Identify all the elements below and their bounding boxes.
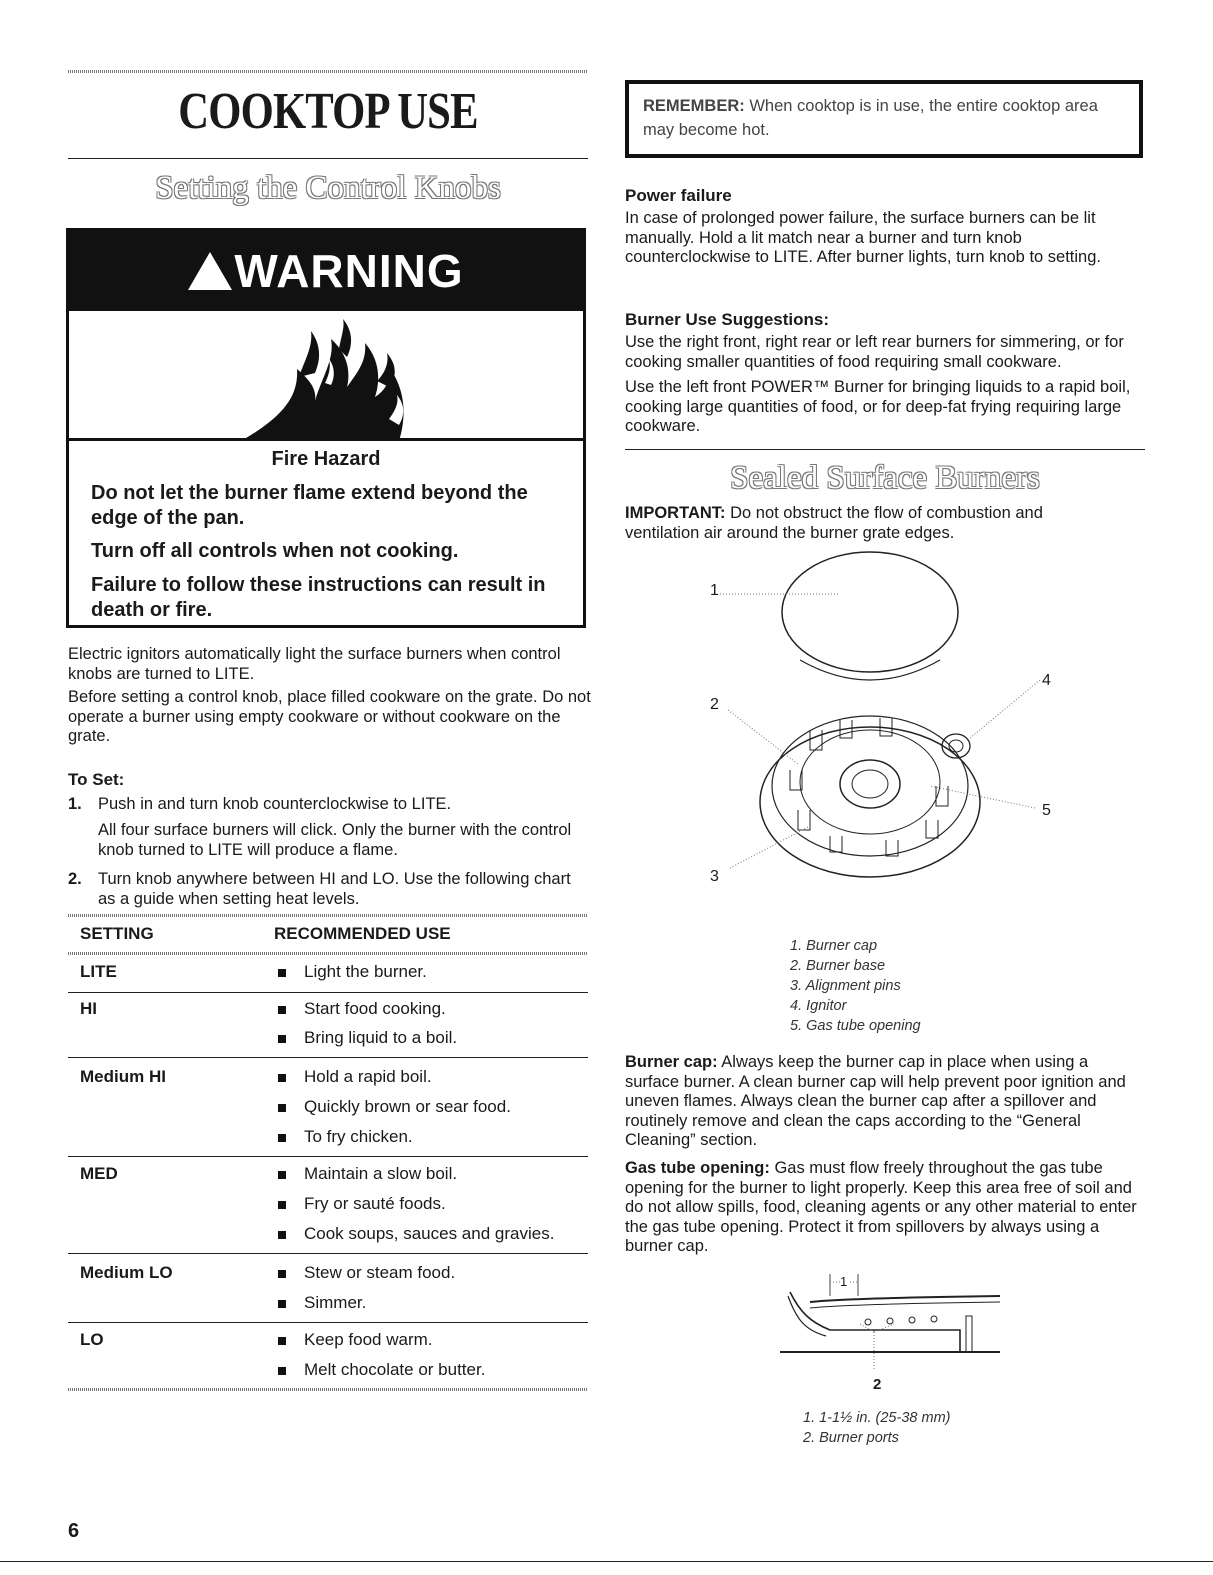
table-bottom-rule: [68, 1388, 588, 1391]
bullet-icon: [278, 1035, 286, 1043]
bullet-icon: [278, 1201, 286, 1209]
row-setting: Medium LO: [80, 1263, 173, 1282]
table-header: [68, 924, 588, 948]
row-setting: HI: [80, 999, 97, 1018]
row-setting: MED: [80, 1164, 118, 1183]
warning-line-3: Failure to follow these instructions can result in death or fire.: [91, 574, 546, 621]
burner-caption-list: [790, 936, 921, 1036]
intro-paragraph-1: Electric ignitors automatically light the surface burners when control knobs are turned to LITE.: [68, 645, 561, 683]
bullet-icon: [278, 1337, 286, 1345]
top-rule-left: [68, 70, 588, 73]
caption-item: 3. Alignment pins: [790, 978, 901, 994]
gas-tube-text: Gas must flow freely throughout the gas tube opening for the burner to light properly. Keep this area free of soil and do not allow spills, food, cleaning agents or any other material to enter the gas tube opening. Protect it from spillovers by always using a burner cap.: [625, 1159, 1137, 1255]
fire-icon: [239, 319, 419, 443]
row-divider: [68, 1253, 588, 1254]
power-failure-heading: Power failure: [625, 186, 732, 205]
power-failure-text: In case of prolonged power failure, the surface burners can be lit manually. Hold a lit match near a burner and turn knob counterclockwise to LITE. After burner lights, turn knob to setting.: [625, 209, 1101, 266]
burner-suggestions-p2: Use the left front POWER™ Burner for bringing liquids to a rapid boil, cooking large quantities of food, or for deep-fat frying requiring large cookware.: [625, 378, 1131, 435]
row-use: Maintain a slow boil.: [304, 1164, 458, 1183]
gas-tube-label: Gas tube opening:: [625, 1159, 770, 1177]
bullet-icon: [278, 1171, 286, 1179]
bullet-icon: [278, 1300, 286, 1308]
burner-cap-text: Always keep the burner cap in place when using a surface burner. A clean burner cap will help prevent poor ignition and uneven flames. Always clean the burner cap after a spillover and routinely remove and clean the caps according to the “General Cleaning” section.: [625, 1053, 1126, 1149]
burner-suggestions-p1: Use the right front, right rear or left rear burners for simmering, or for cooking smaller quantities of food requiring small cookware.: [625, 333, 1124, 371]
step-1-note: All four surface burners will click. Only the burner with the control knob turned to LITE will produce a flame.: [98, 821, 572, 859]
header-setting: SETTING: [80, 924, 154, 943]
row-use: To fry chicken.: [304, 1127, 413, 1146]
callout-4: 4: [1042, 672, 1051, 689]
bullet-icon: [278, 969, 286, 977]
caption-item: 1. 1-1½ in. (25-38 mm): [803, 1410, 951, 1426]
callout-5: 5: [1042, 802, 1051, 819]
ports-caption-list: [803, 1408, 950, 1448]
fire-hazard-label: Fire Hazard: [271, 448, 381, 470]
remember-box: [625, 80, 1143, 158]
row-use: Melt chocolate or butter.: [304, 1360, 486, 1379]
title-underline: [68, 158, 588, 159]
bullet-icon: [278, 1134, 286, 1142]
row-use: Light the burner.: [304, 962, 427, 981]
burner-ports-diagram: [770, 1272, 1010, 1402]
caption-item: 2. Burner ports: [803, 1430, 899, 1446]
page-title: COOKTOP USE: [178, 83, 478, 140]
remember-label: REMEMBER:: [643, 97, 745, 115]
callout-1: 1: [710, 582, 719, 599]
burner-diagram: [680, 550, 1080, 890]
row-setting: LO: [80, 1330, 104, 1349]
row-use: Keep food warm.: [304, 1330, 433, 1349]
burner-cap-paragraph: [625, 1053, 1145, 1151]
caption-item: 5. Gas tube opening: [790, 1018, 921, 1034]
row-use: Fry or sauté foods.: [304, 1194, 446, 1213]
bullet-icon: [278, 1367, 286, 1375]
row-setting: LITE: [80, 962, 117, 981]
row-use: Cook soups, sauces and gravies.: [304, 1224, 555, 1243]
ports-callout-2: 2: [873, 1376, 882, 1393]
warning-header: WARNING: [69, 231, 583, 311]
step-2-text: Turn knob anywhere between HI and LO. Use the following chart as a guide when setting heat levels.: [98, 870, 571, 908]
important-note: [625, 504, 1105, 543]
bullet-icon: [278, 1270, 286, 1278]
bullet-icon: [278, 1006, 286, 1014]
page-number: 6: [68, 1520, 80, 1542]
row-use: Stew or steam food.: [304, 1263, 456, 1282]
callout-2: 2: [710, 696, 719, 713]
caption-item: 2. Burner base: [790, 958, 886, 974]
section-divider-right: [625, 449, 1145, 450]
step-2-number: 2.: [68, 870, 82, 888]
bullet-icon: [278, 1104, 286, 1112]
warning-line-2: Turn off all controls when not cooking.: [91, 540, 459, 562]
section-title-sealed-burners: Sealed Surface Burners: [730, 460, 1040, 496]
important-text: Do not obstruct the flow of combustion and ventilation air around the burner grate edges.: [625, 504, 1043, 542]
section-title-control-knobs: Setting the Control Knobs: [155, 170, 501, 206]
gas-tube-paragraph: [625, 1159, 1145, 1257]
row-divider: [68, 1156, 588, 1157]
table-top-rule: [68, 914, 588, 917]
intro-paragraph-2: Before setting a control knob, place filled cookware on the grate. Do not operate a burner using empty cookware or without cookware on the grate.: [68, 688, 591, 745]
warning-divider: [69, 438, 583, 441]
step-1-number: 1.: [68, 795, 82, 813]
row-divider: [68, 992, 588, 993]
row-use: Quickly brown or sear food.: [304, 1097, 511, 1116]
caption-item: 4. Ignitor: [790, 998, 847, 1014]
row-use: Simmer.: [304, 1293, 367, 1312]
caption-item: 1. Burner cap: [790, 938, 878, 954]
row-use: Bring liquid to a boil.: [304, 1028, 458, 1047]
remember-text: When cooktop is in use, the entire cooktop area may become hot.: [643, 97, 1098, 139]
warning-line-1: Do not let the burner flame extend beyond the edge of the pan.: [91, 482, 528, 529]
row-divider: [68, 1322, 588, 1323]
ports-callout-1: 1: [840, 1274, 848, 1289]
warning-box: [66, 228, 586, 628]
to-set-heading: To Set:: [68, 770, 125, 789]
step-1-text: Push in and turn knob counterclockwise to LITE.: [98, 795, 452, 813]
burner-suggestions-heading: Burner Use Suggestions:: [625, 310, 830, 329]
burner-cap-label: Burner cap:: [625, 1053, 718, 1071]
row-use: Start food cooking.: [304, 999, 446, 1018]
row-use: Hold a rapid boil.: [304, 1067, 432, 1086]
bullet-icon: [278, 1231, 286, 1239]
important-label: IMPORTANT:: [625, 504, 726, 522]
bullet-icon: [278, 1074, 286, 1082]
table-header-rule: [68, 952, 588, 955]
header-recommended-use: RECOMMENDED USE: [274, 924, 451, 943]
row-divider: [68, 1057, 588, 1058]
bottom-edge-rule: [0, 1561, 1213, 1562]
callout-3: 3: [710, 868, 719, 885]
warning-triangle-icon: [188, 252, 232, 290]
row-setting: Medium HI: [80, 1067, 166, 1086]
